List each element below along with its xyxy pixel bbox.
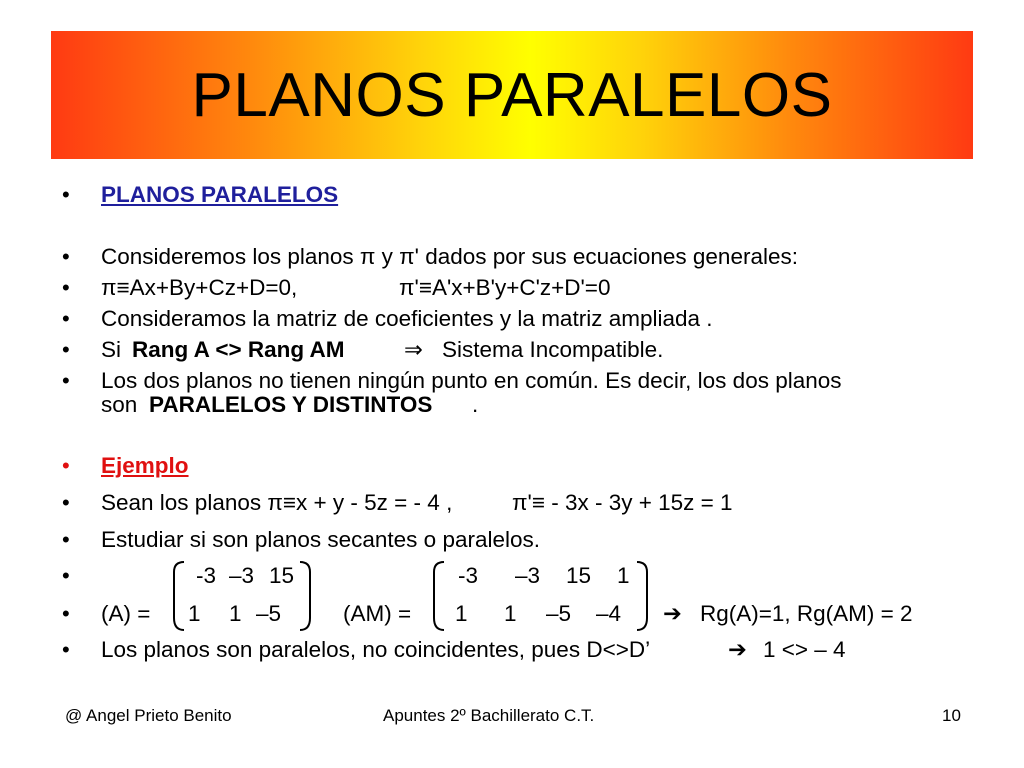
no-common-post: .	[472, 392, 479, 417]
bullet-marker: •	[62, 275, 70, 300]
si-text: Si	[101, 337, 122, 362]
matrix-AM-r1c4: 1	[617, 563, 630, 588]
matrix-A-r2c3: –5	[256, 601, 282, 626]
bullet-marker: •	[62, 182, 70, 207]
conclusion-text: Los planos son paralelos, no coincidentes, pues D<>D’	[101, 637, 651, 662]
matrix-A-r2c2: 1	[229, 601, 242, 626]
matrix-AM-right-paren	[633, 560, 653, 632]
bullet-marker: •	[62, 490, 70, 515]
plane-1-equation: Sean los planos π≡x + y - 5z = - 4 ,	[101, 490, 453, 515]
incompatible-text: Sistema Incompatible.	[442, 337, 664, 362]
bullet-marker: •	[62, 368, 70, 393]
bullet-marker: •	[62, 527, 70, 552]
section-heading: PLANOS PARALELOS	[101, 182, 339, 207]
matrix-AM-r1c1: -3	[458, 563, 479, 588]
matrix-AM-r2c1: 1	[455, 601, 468, 626]
matrix-A-label: (A) =	[101, 601, 151, 626]
matrix-A-right-paren	[296, 560, 316, 632]
bullet-marker: •	[62, 306, 70, 331]
plane-2-equation: π'≡ - 3x - 3y + 15z = 1	[512, 490, 733, 515]
bullet-marker: •	[62, 453, 70, 478]
matrix-A-r1c2: –3	[229, 563, 255, 588]
matrix-AM-left-paren	[430, 560, 450, 632]
slide-title: PLANOS PARALELOS	[191, 61, 833, 130]
matrix-A-r2c1: 1	[188, 601, 201, 626]
footer-author: @ Angel Prieto Benito	[65, 706, 232, 725]
consider-text: Consideremos los planos π y π' dados por sus ecuaciones generales:	[101, 244, 798, 269]
bullet-marker: •	[62, 337, 70, 362]
matrix-AM-r1c2: –3	[515, 563, 541, 588]
no-common-pre: son	[101, 392, 138, 417]
conclusion-tail: 1 <> – 4	[763, 637, 846, 662]
footer-page-number: 10	[942, 706, 961, 725]
arrow-icon: ➔	[663, 601, 682, 626]
footer-course: Apuntes 2º Bachillerato C.T.	[383, 706, 595, 725]
matrix-A-r1c1: -3	[196, 563, 217, 588]
matrix-A-left-paren	[170, 560, 190, 632]
arrow-icon: ➔	[728, 637, 747, 662]
parallel-distinct-bold: PARALELOS Y DISTINTOS	[149, 392, 433, 417]
no-common-line-1: Los dos planos no tienen ningún punto en común. Es decir, los dos planos	[101, 368, 842, 393]
rank-result: Rg(A)=1, Rg(AM) = 2	[700, 601, 913, 626]
matrix-A-r1c3: 15	[269, 563, 295, 588]
bullet-marker: •	[62, 637, 70, 662]
matrix-AM-label: (AM) =	[343, 601, 412, 626]
estudiar-text: Estudiar si son planos secantes o paralelos.	[101, 527, 541, 552]
implies-symbol: ⇒	[404, 337, 423, 362]
matrix-AM-r2c3: –5	[546, 601, 572, 626]
bullet-marker: •	[62, 601, 70, 626]
bullet-marker: •	[62, 244, 70, 269]
equation-pi-prime: π'≡A'x+B'y+C'z+D'=0	[399, 275, 611, 300]
example-heading: Ejemplo	[101, 453, 189, 478]
equation-pi: π≡Ax+By+Cz+D=0,	[101, 275, 298, 300]
matrix-AM-r1c3: 15	[566, 563, 592, 588]
matrices-text: Consideramos la matriz de coeficientes y la matriz ampliada .	[101, 306, 713, 331]
rank-condition: Rang A <> Rang AM	[132, 337, 345, 362]
matrix-AM-r2c2: 1	[504, 601, 517, 626]
bullet-marker: •	[62, 563, 70, 588]
matrix-AM-r2c4: –4	[596, 601, 622, 626]
